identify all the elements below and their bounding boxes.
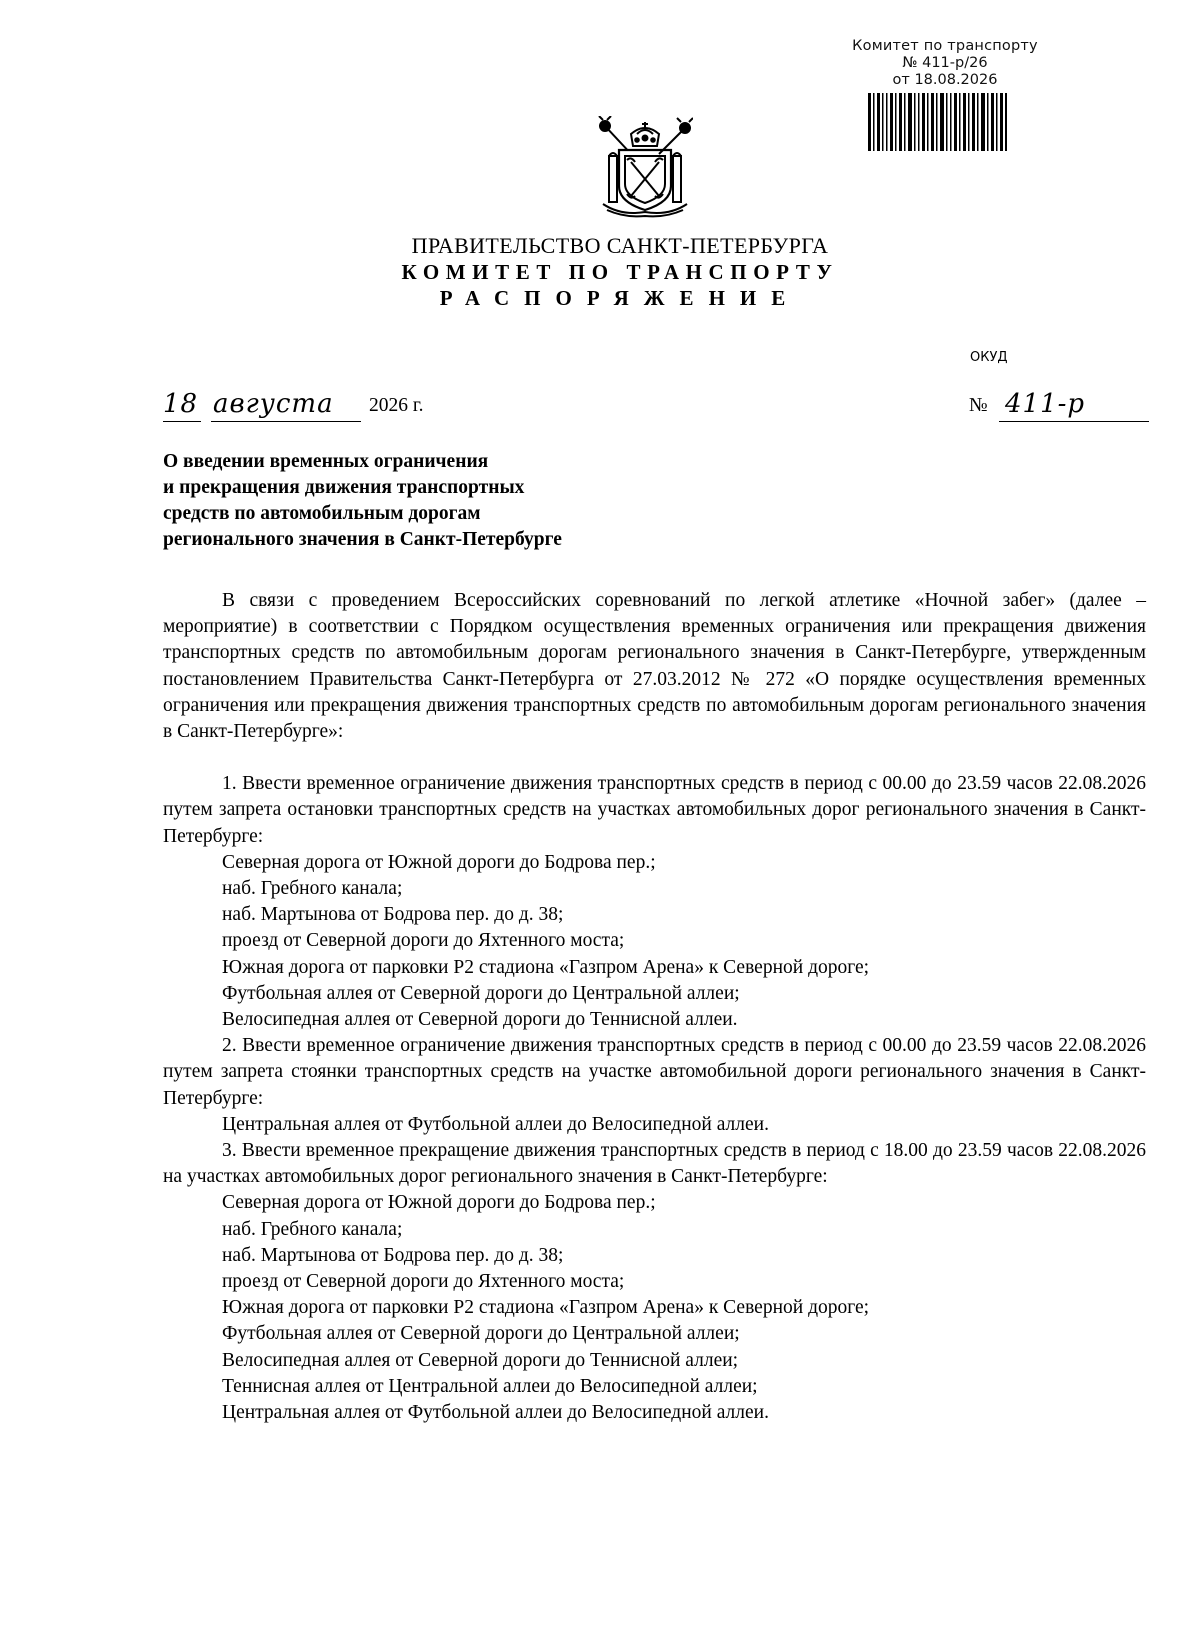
section-1-text: 1. Ввести временное ограничение движения транспортных средств в период с 00.00 до 23.59 часов 22.08.2026 путем запрета остановки транспортных средств на участках автомобильных дорог регионального значения в Санкт-Петербурге: xyxy=(163,773,1146,847)
section-1-item: Северная дорога от Южной дороги до Бодрова пер.; xyxy=(222,851,656,873)
date-month: августа xyxy=(213,389,334,419)
okud-label: ОКУД xyxy=(970,350,1008,365)
section-3-item: наб. Мартынова от Бодрова пер. до д. 38; xyxy=(222,1244,564,1266)
section-2-text: 2. Ввести временное ограничение движения транспортных средств в период с 00.00 до 23.59 часов 22.08.2026 путем запрета стоянки транспортных средств на участке автомобильной дороги регионального значения в Санкт-Петербурге: xyxy=(163,1035,1146,1109)
section-1-item: Южная дорога от парковки Р2 стадиона «Газпром Арена» к Северной дороге; xyxy=(222,956,870,978)
number-prefix: № xyxy=(969,395,988,416)
section-1-item: Велосипедная аллея от Северной дороги до Теннисной аллеи. xyxy=(222,1009,738,1031)
section-3-item: Южная дорога от парковки Р2 стадиона «Газпром Арена» к Северной дороге; xyxy=(222,1297,870,1319)
section-1-item: наб. Гребного канала; xyxy=(222,878,403,900)
document-type-title: РАСПОРЯЖЕНИЕ xyxy=(439,286,801,310)
section-1-item: проезд от Северной дороги до Яхтенного моста; xyxy=(222,930,625,952)
committee-title: КОМИТЕТ ПО ТРАНСПОРТУ xyxy=(401,260,839,284)
subject-line: О введении временных ограничения xyxy=(163,451,489,472)
section-3-item: Велосипедная аллея от Северной дороги до Теннисной аллеи; xyxy=(222,1349,739,1371)
paragraph-gap xyxy=(163,745,1146,771)
registration-stamp xyxy=(820,38,1070,151)
saint-petersburg-coat-of-arms-icon xyxy=(597,116,693,218)
section-3-item: Теннисная аллея от Центральной аллеи до Велосипедной аллеи; xyxy=(222,1375,758,1397)
number-value: 411-р xyxy=(1005,389,1086,419)
date-month-underline xyxy=(211,421,361,422)
document-body xyxy=(163,588,1146,1426)
stamp-number: № 411-р/26 xyxy=(902,55,988,71)
barcode xyxy=(868,93,1008,151)
subject-line: и прекращения движения транспортных xyxy=(163,477,525,498)
section-3-item: Северная дорога от Южной дороги до Бодрова пер.; xyxy=(222,1192,656,1214)
date-day-underline xyxy=(163,421,201,422)
subject-line: средств по автомобильным дорогам xyxy=(163,503,481,524)
section-2-item: Центральная аллея от Футбольной аллеи до Велосипедной аллеи. xyxy=(222,1113,769,1135)
section-3-item: наб. Гребного канала; xyxy=(222,1218,403,1240)
section-3-item: Центральная аллея от Футбольной аллеи до Велосипедной аллеи. xyxy=(222,1402,769,1424)
section-1-item: Футбольная аллея от Северной дороги до Центральной аллеи; xyxy=(222,982,740,1004)
section-3-item: проезд от Северной дороги до Яхтенного моста; xyxy=(222,1271,625,1293)
section-3-item: Футбольная аллея от Северной дороги до Центральной аллеи; xyxy=(222,1323,740,1345)
preamble: В связи с проведением Всероссийских соревнований по легкой атлетике «Ночной забег» (далее – мероприятие) в соответствии с Порядком осуществления временных ограничения или прекращения движения транспортных средств по автомобильным дорогам регионального значения в Санкт-Петербурге, утвержденным постановлением Правительства Санкт-Петербурга от 27.03.2012 № 272 «О порядке осуществления временных ограничения или прекращения движения транспортных средств по автомобильным дорогам регионального значения в Санкт-Петербурге»: xyxy=(163,590,1146,743)
stamp-date: от 18.08.2026 xyxy=(892,72,998,88)
date-day: 18 xyxy=(163,389,199,419)
subject-line: регионального значения в Санкт-Петербурге xyxy=(163,529,562,550)
section-1-item: наб. Мартынова от Бодрова пер. до д. 38; xyxy=(222,904,564,926)
document-subject xyxy=(163,449,723,553)
government-title: ПРАВИТЕЛЬСТВО САНКТ-ПЕТЕРБУРГА xyxy=(411,233,829,258)
stamp-agency: Комитет по транспорту xyxy=(852,38,1038,54)
section-3-text: 3. Ввести временное прекращение движения транспортных средств в период с 18.00 до 23.59 часов 22.08.2026 на участках автомобильных дорог регионального значения в Санкт-Петербурге: xyxy=(163,1140,1146,1188)
number-underline xyxy=(999,421,1149,422)
date-year: 2026 г. xyxy=(369,395,424,416)
